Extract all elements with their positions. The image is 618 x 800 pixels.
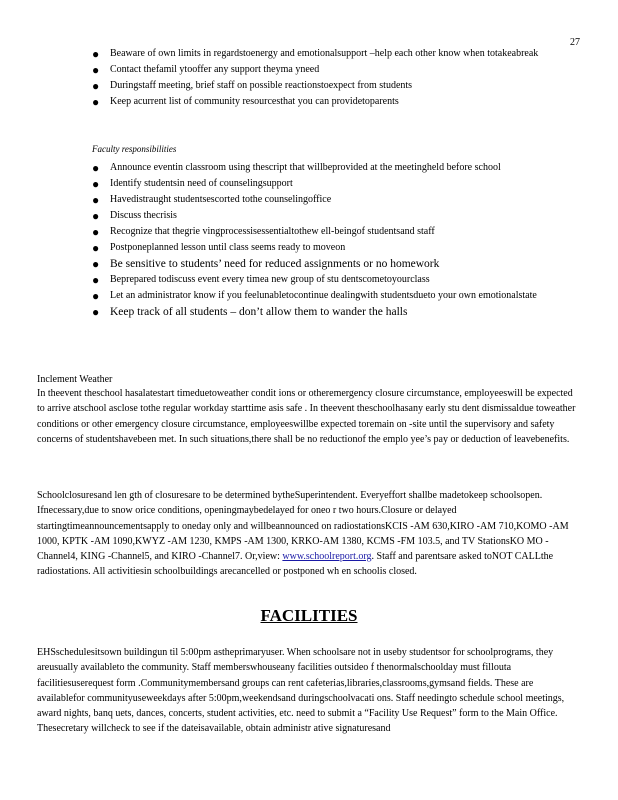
list-item: [92, 94, 572, 110]
list-item-text: Identify studentsin need of counselingsupport: [110, 178, 293, 189]
bullet-icon: ●: [92, 209, 100, 223]
bullet-icon: ●: [92, 225, 100, 239]
list-item-text: Keep acurrent list of community resourcesthat you can providetoparents: [110, 96, 399, 107]
list-item-text: Beaware of own limits in regardstoenergy and emotionalsupport –help each other know when totakeabreak: [110, 48, 539, 59]
inclement-weather-title: Inclement Weather: [37, 374, 113, 385]
list-item-text: Duringstaff meeting, brief staff on possible reactionstoexpect from students: [110, 80, 413, 91]
list-item-text: Havedistraught studentsescorted tothe counselingoffice: [110, 194, 332, 205]
list-item: [92, 62, 572, 78]
list-item-text: Recognize that thegrie vingprocessisessentialtothew ell-beingof studentsand staff: [110, 226, 435, 237]
list-item: [92, 176, 572, 192]
support-bullet-list: [92, 46, 572, 110]
closures-text: Schoolclosuresand len gth of closuresare to be determined bytheSuperintendent. Everyeffort shallbe madetokeep schoolsopen. Ifnecessary,due to snow orice conditions, openingmaybedelayed for oneo r two hours.Closure or delayed startingtimeannouncementsapply to oneday only and willbeannounced on radiostationsKCIS -AM 630,KIRO -AM 710,KOMO -AM 1000, KPTK -AM 1090,KWYZ -AM 1230, KMPS -AM 1300, KRKO-AM 1380, KCMS -FM 103.5, and TV StationsKO MO - Channel4, KING -Channel5, and KIRO -Channel7. Or,view:: [37, 490, 569, 563]
list-item-text: Keep track of all students – don’t allow them to wander the halls: [110, 306, 408, 318]
list-item-text: Beprepared todiscuss event every timea new group of stu dentscometoyourclass: [110, 274, 430, 285]
bullet-icon: ●: [92, 63, 100, 77]
bullet-icon: ●: [92, 95, 100, 109]
closures-tail-text: . Staff and parentsare asked toNOT CALLthe radiostations. All activitiesin schoolbuildings arecancelled or postponed wh en schoolis closed.: [37, 551, 554, 578]
list-item: [92, 256, 572, 272]
list-item: [92, 78, 572, 94]
bullet-icon: ●: [92, 257, 100, 271]
inclement-weather-paragraph: In theevent theschool hasalatestart timeduetoweather condit ions or otheremergency closure circumstance, employeeswill be expected to arrive atschool asclose tothe regular workday starttime asis safe . In theevent theschoolhasany early stu dent dismissaldue toweather conditions or other emergency closure circumstance, employeeswillbe expected toremain on -site until the supervisory and safety concerns of studentshavebeen met. In such situations,there shall be no reductionof the emplo yee’s pay or deduction of leavebenefits.: [37, 388, 576, 445]
bullet-icon: ●: [92, 241, 100, 255]
list-item-text: Contact thefamil ytooffer any support theyma yneed: [110, 64, 320, 75]
list-item: [92, 304, 572, 320]
bullet-icon: ●: [92, 161, 100, 175]
bullet-icon: ●: [92, 273, 100, 287]
list-item-text: Let an administrator know if you feelunabletocontinue dealingwith studentsdueto your own emotionalstate: [110, 290, 537, 301]
facilities-heading: FACILITIES: [260, 606, 358, 625]
bullet-icon: ●: [92, 289, 100, 303]
list-item: [92, 288, 572, 304]
bullet-icon: ●: [92, 47, 100, 61]
list-item-text: Be sensitive to students’ need for reduced assignments or no homework: [110, 258, 440, 270]
list-item-text: Postponeplanned lesson until class seems ready to moveon: [110, 242, 346, 253]
schoolreport-link[interactable]: www.schoolreport.org: [282, 551, 372, 563]
list-item: [92, 240, 572, 256]
list-item: [92, 224, 572, 240]
school-closures-paragraph: [37, 488, 577, 580]
list-item-text: Discuss thecrisis: [110, 210, 177, 221]
faculty-bullet-list: [92, 160, 572, 320]
facilities-paragraph: EHSschedulesitsown buildingun til 5:00pm astheprimaryuser. When schoolsare not in useby studentsor for schoolprograms, they areusually availableto the community. Staff memberswhouseany facilities outsideo f thenormalschoolday must fillouta facilitiesuserequest form .Communitymembersand groups can rent cafeterias,libraries,classrooms,gymsand fields. These are availablefor communityuseweekdays after 5:00pm,weekendsand duringschoolvacati ons. Staff needingto schedule school meetings, award nights, banq uets, dances, concerts, student activities, etc. need to submit a “Facility Use Request” form to the Main Office. Thesecretary willcheck to see if the dateisavailable, obtain administr ative signaturesand: [37, 647, 565, 735]
list-item: [92, 208, 572, 224]
bullet-icon: ●: [92, 177, 100, 191]
bullet-icon: ●: [92, 305, 100, 319]
list-item-text: Announce eventin classroom using thescript that willbeprovided at the meetingheld before school: [110, 162, 501, 173]
page-number: 27: [570, 37, 580, 48]
list-item: [92, 192, 572, 208]
bullet-icon: ●: [92, 79, 100, 93]
bullet-icon: ●: [92, 193, 100, 207]
list-item: [92, 160, 572, 176]
list-item: [92, 46, 572, 62]
list-item: [92, 272, 572, 288]
faculty-responsibilities-heading: Faculty responsibilities: [92, 144, 177, 154]
